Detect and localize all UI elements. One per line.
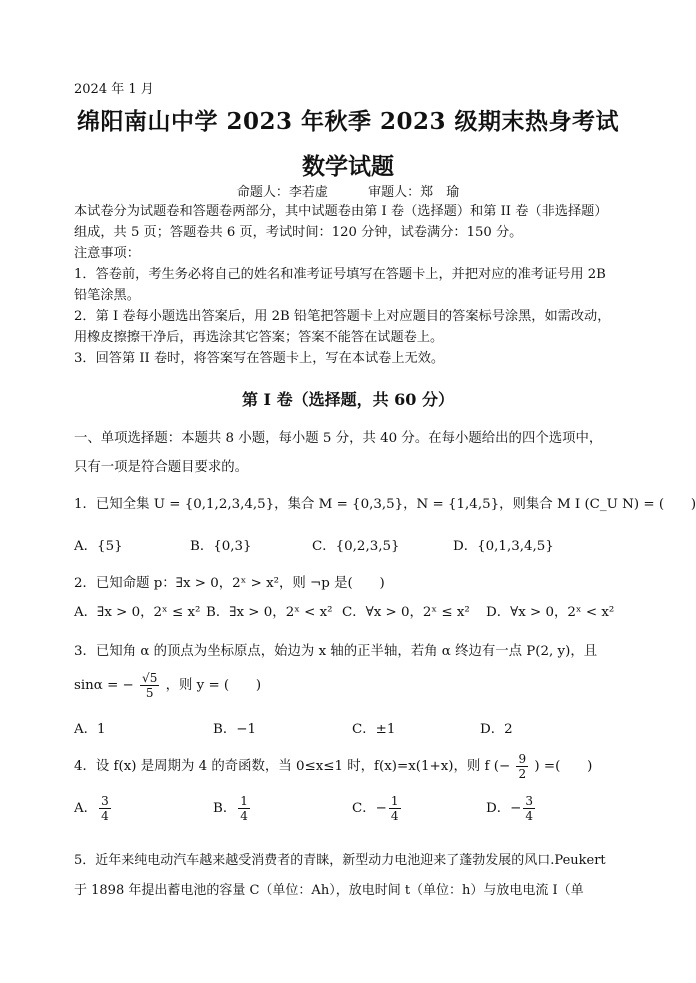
q4-stem-prefix: 4．设 f(x) 是周期为 4 的奇函数，当 0≤x≤1 时，f(x)=x(1+x)，则 f (−	[74, 759, 511, 774]
q4-d-num: 3	[525, 794, 533, 808]
q1-stem: 1．已知全集 U = {0,1,2,3,4,5}，集合 M = {0,3,5}，N = {1,4,5}，则集合 M I (C_U N) = ( )	[74, 497, 696, 512]
q3-option-d: D．2	[480, 722, 513, 737]
q4-fraction	[516, 752, 528, 781]
note-2a: 2．第 I 卷每小题选出答案后，用 2B 铅笔把答题卡上对应题目的答案标号涂黑，如需改动，	[74, 309, 611, 324]
q5-line-2: 于 1898 年提出蓄电池的容量 C（单位：Ah），放电时间 t（单位：h）与放电电流 I（单	[74, 883, 584, 898]
q3-stem-suffix: ，则 y = ( )	[165, 678, 262, 693]
section-title: 第 I 卷（选择题，共 60 分）	[241, 390, 455, 409]
q3-stem-2	[74, 671, 261, 700]
q2-stem: 2．已知命题 p：∃x > 0，2ˣ > x²，则 ¬p 是( )	[74, 576, 385, 591]
q4-fraction-num: 9	[518, 752, 527, 766]
section-instruction-1: 一、单项选择题：本题共 8 小题，每小题 5 分，共 40 分。在每小题给出的四个选项中，	[74, 431, 603, 446]
intro-line-2: 组成，共 5 页；答题卷共 6 页，考试时间：120 分钟，试卷满分：150 分。	[74, 225, 523, 240]
q4-b-label: B．	[213, 801, 237, 816]
q3-option-b: B．−1	[213, 722, 256, 737]
reviewer: 审题人：郑 瑜	[368, 185, 460, 200]
exam-subject: 数学试题	[302, 153, 394, 180]
q2-option-b: B．∃x > 0，2ˣ < x²	[206, 605, 333, 620]
q4-b-den: 4	[240, 809, 248, 823]
exam-title: 绵阳南山中学 2023 年秋季 2023 级期末热身考试	[76, 108, 620, 135]
q3-sin-prefix: sinα = −	[74, 678, 134, 693]
q4-option-a	[74, 794, 113, 823]
q2-option-c: C．∀x > 0，2ˣ ≤ x²	[342, 605, 470, 620]
note-1a: 1．答卷前，考生务必将自己的姓名和准考证号填写在答题卡上，并把对应的准考证号用 2B	[74, 267, 606, 282]
q4-option-b	[213, 794, 252, 823]
notes-heading: 注意事项：	[74, 246, 140, 261]
intro-line-1: 本试卷分为试题卷和答题卷两部分，其中试题卷由第 I 卷（选择题）和第 II 卷（非选择题）	[74, 204, 608, 219]
q4-c-fraction	[389, 794, 401, 823]
q1-option-d: D．{0,1,3,4,5}	[453, 539, 554, 554]
q4-c-den: 4	[390, 809, 399, 823]
q1-option-a: A．{5}	[74, 539, 123, 554]
q4-c-num: 1	[390, 794, 399, 808]
section-instruction-2: 只有一项是符合题目要求的。	[74, 460, 249, 475]
q5-line-1: 5．近年来纯电动汽车越来越受消费者的青睐，新型动力电池迎来了蓬勃发展的风口.Peukert	[74, 853, 606, 868]
q4-option-c	[352, 794, 403, 823]
q4-stem	[74, 752, 592, 781]
q4-d-den: 4	[525, 809, 533, 823]
q4-c-label: C．−	[352, 801, 387, 816]
q4-a-fraction	[99, 794, 111, 823]
q3-stem: 3．已知角 α 的顶点为坐标原点，始边为 x 轴的正半轴，若角 α 终边有一点 P(2, y)，且	[74, 644, 598, 659]
q4-a-num: 3	[101, 794, 109, 808]
q1-option-c: C．{0,2,3,5}	[312, 539, 400, 554]
q2-option-a: A．∃x > 0，2ˣ ≤ x²	[74, 605, 201, 620]
q2-option-d: D．∀x > 0，2ˣ < x²	[486, 605, 615, 620]
intro-block	[74, 201, 634, 369]
note-1b: 铅笔涂黑。	[74, 288, 140, 303]
q4-d-label: D．−	[486, 801, 522, 816]
note-2b: 用橡皮擦擦干净后，再选涂其它答案；答案不能答在试题卷上。	[74, 330, 444, 345]
q1-option-b: B．{0,3}	[190, 539, 252, 554]
q3-option-a: A．1	[74, 722, 106, 737]
q4-b-fraction	[238, 794, 250, 823]
q4-a-label: A．	[74, 801, 98, 816]
exam-date: 2024 年 1 月	[74, 82, 154, 97]
q4-stem-suffix: ) =( )	[534, 759, 593, 774]
q4-fraction-den: 2	[518, 767, 527, 781]
q4-b-num: 1	[240, 794, 248, 808]
q3-option-c: C．±1	[352, 722, 396, 737]
setter: 命题人：李若虚	[236, 185, 328, 200]
exam-authors	[0, 181, 696, 200]
note-3: 3．回答第 II 卷时，将答案写在答题卡上，写在本试卷上无效。	[74, 351, 445, 366]
q3-fraction-den: 5	[145, 686, 154, 700]
q4-d-fraction	[523, 794, 535, 823]
q3-fraction	[140, 671, 159, 700]
q4-a-den: 4	[101, 809, 109, 823]
q4-option-d	[486, 794, 537, 823]
q3-fraction-num: √5	[142, 671, 158, 685]
